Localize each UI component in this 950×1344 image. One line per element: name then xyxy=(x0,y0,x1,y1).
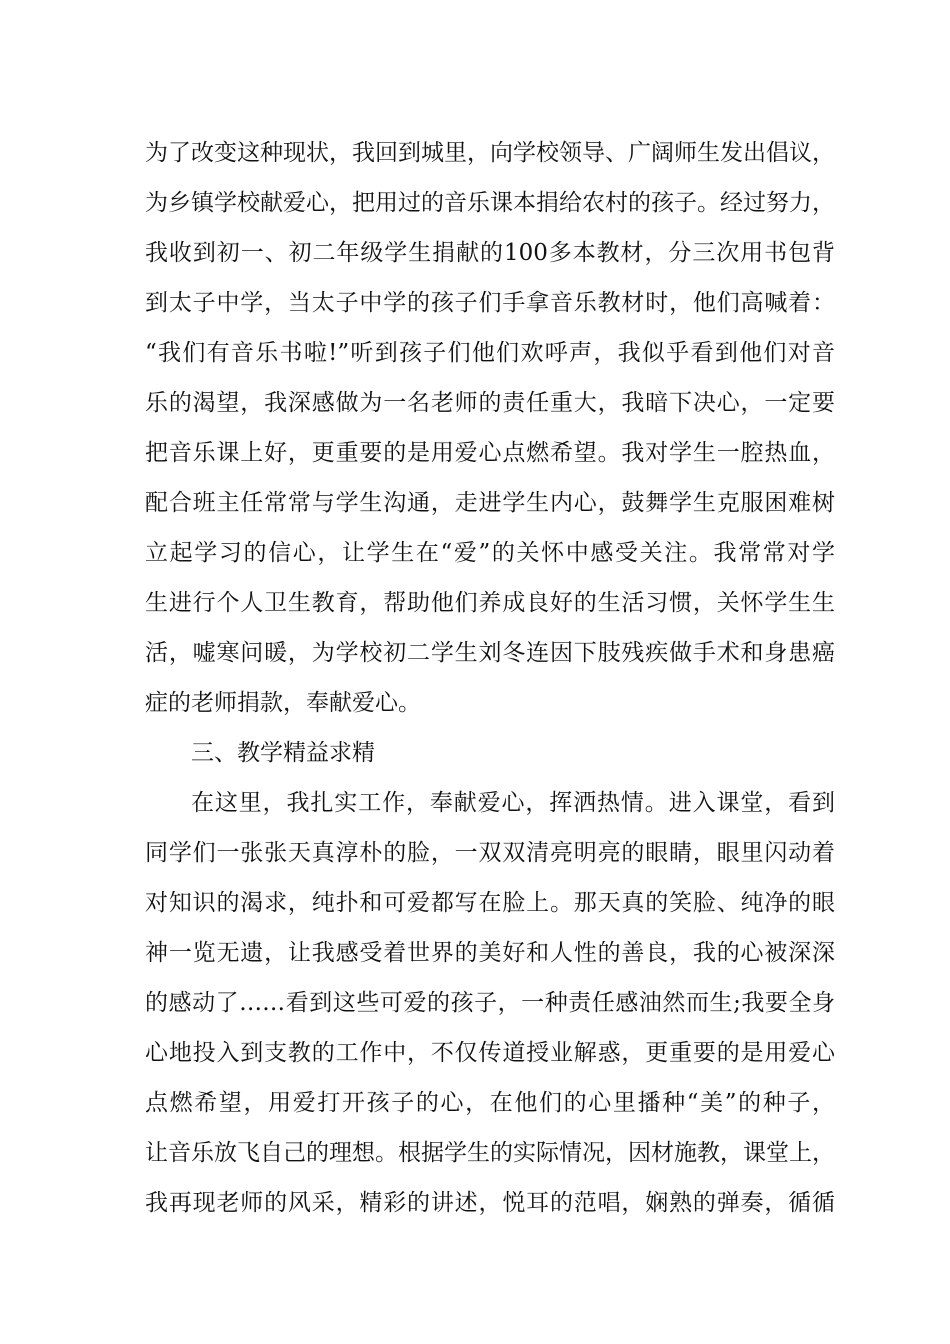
document-body xyxy=(145,128,835,1228)
text-line: 让音乐放飞自己的理想。根据学生的实际情况，因材施教，课堂上， xyxy=(145,1140,835,1166)
text-line: 同学们一张张天真淳朴的脸，一双双清亮明亮的眼睛，眼里闪动着 xyxy=(145,840,835,866)
text-line: 我再现老师的风采，精彩的讲述，悦耳的范唱，娴熟的弹奏，循循 xyxy=(145,1190,835,1216)
section-heading: 三、教学精益求精 xyxy=(191,740,375,766)
text-line: 乐的渴望，我深感做为一名老师的责任重大，我暗下决心，一定要 xyxy=(145,390,835,416)
text-line: 生进行个人卫生教育，帮助他们养成良好的生活习惯，关怀学生生 xyxy=(145,590,835,616)
text-line: 配合班主任常常与学生沟通，走进学生内心，鼓舞学生克服困难树 xyxy=(145,490,835,516)
text-line: 的感动了……看到这些可爱的孩子，一种责任感油然而生;我要全身 xyxy=(145,990,835,1016)
text-line: 活，嘘寒问暖，为学校初二学生刘冬连因下肢残疾做手术和身患癌 xyxy=(145,640,835,666)
text-line: 为了改变这种现状，我回到城里，向学校领导、广阔师生发出倡议， xyxy=(145,140,835,166)
text-line: 神一览无遗，让我感受着世界的美好和人性的善良，我的心被深深 xyxy=(145,940,835,966)
text-line: 到太子中学，当太子中学的孩子们手拿音乐教材时，他们高喊着： xyxy=(145,290,835,316)
text-line: 症的老师捐款，奉献爱心。 xyxy=(145,690,421,716)
text-line: 对知识的渴求，纯扑和可爱都写在脸上。那天真的笑脸、纯净的眼 xyxy=(145,890,835,916)
text-line: 点燃希望，用爱打开孩子的心，在他们的心里播种“美”的种子， xyxy=(145,1090,835,1116)
paragraph-donation xyxy=(145,128,835,728)
text-line: 立起学习的信心，让学生在“爱”的关怀中感受关注。我常常对学 xyxy=(145,540,835,566)
text-line: 把音乐课上好，更重要的是用爱心点燃希望。我对学生一腔热血， xyxy=(145,440,835,466)
text-line: “我们有音乐书啦!”听到孩子们他们欢呼声，我似乎看到他们对音 xyxy=(145,340,835,366)
paragraph-teaching xyxy=(145,778,835,1228)
text-line: 我收到初一、初二年级学生捐献的100多本教材，分三次用书包背 xyxy=(145,240,835,266)
text-line: 在这里，我扎实工作，奉献爱心，挥洒热情。进入课堂，看到 xyxy=(191,790,835,816)
text-line: 为乡镇学校献爱心，把用过的音乐课本捐给农村的孩子。经过努力， xyxy=(145,190,835,216)
text-line: 心地投入到支教的工作中，不仅传道授业解惑，更重要的是用爱心 xyxy=(145,1040,835,1066)
